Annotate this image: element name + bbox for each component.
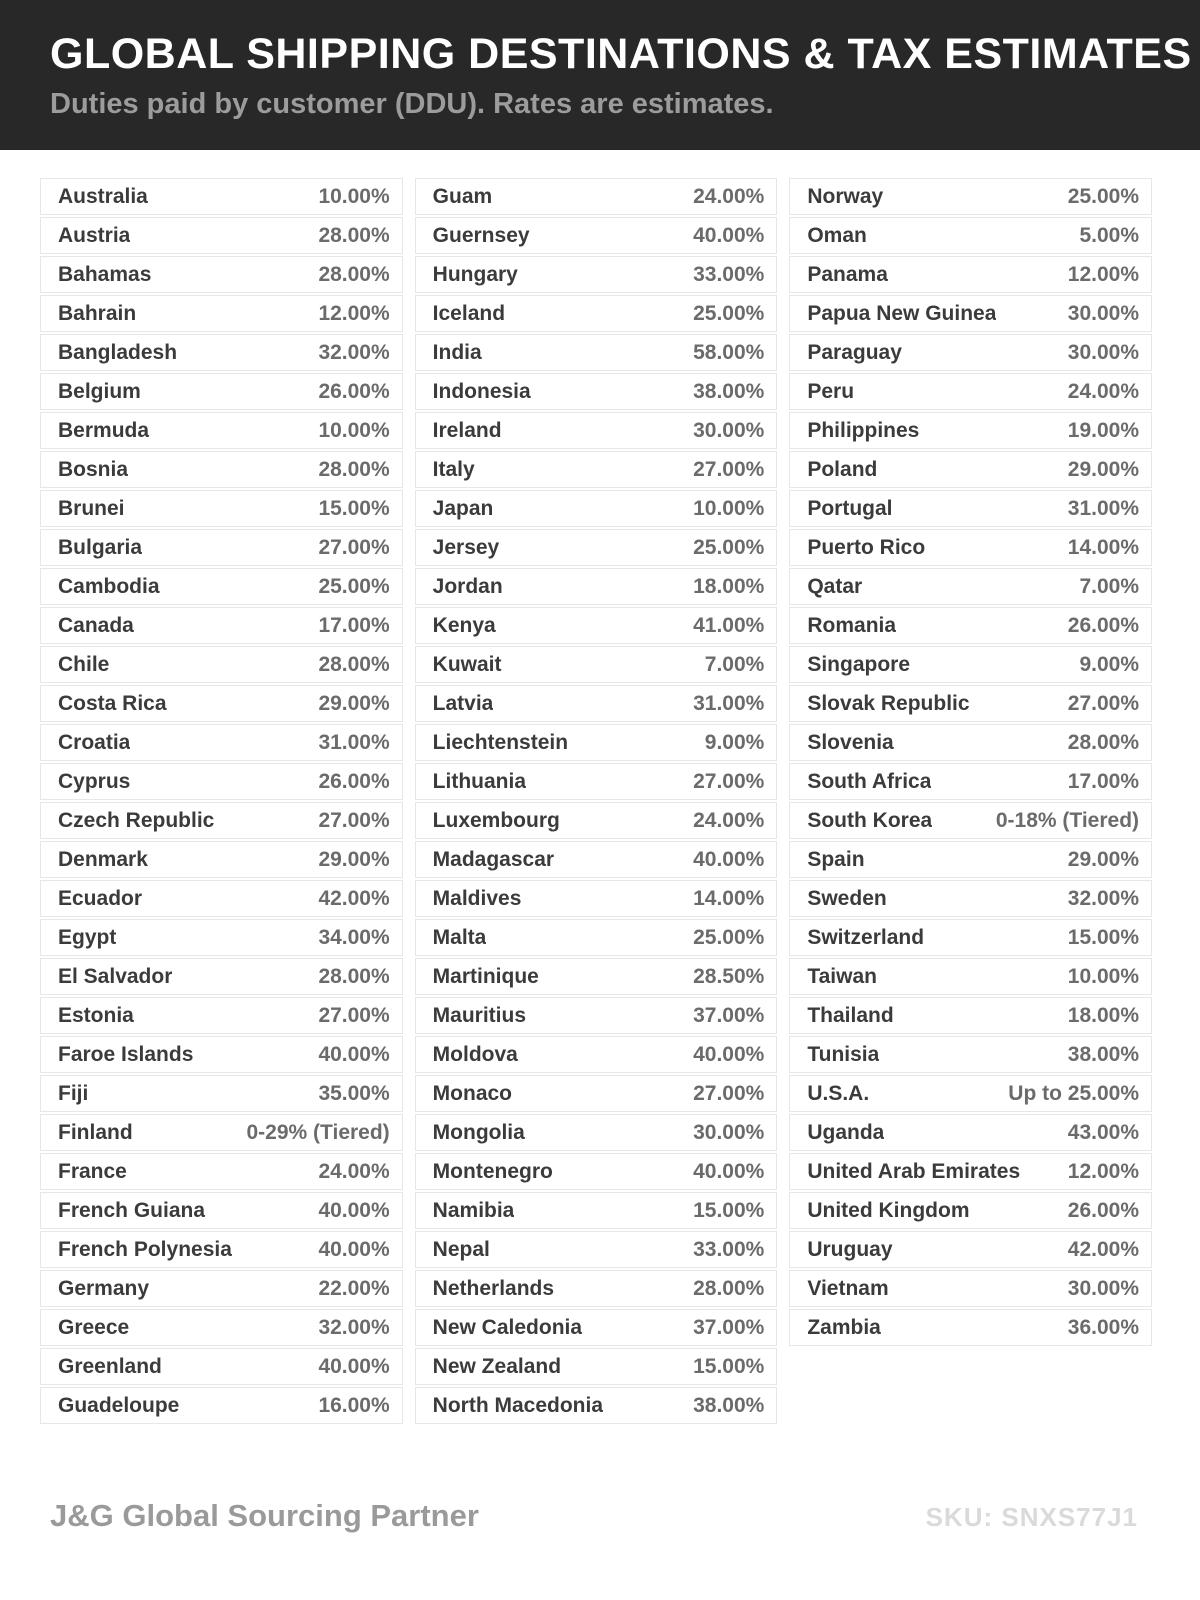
tax-rate: 33.00% (693, 1237, 765, 1261)
table-row (415, 1114, 778, 1151)
table-row (40, 1309, 403, 1346)
table-row (789, 451, 1152, 488)
table-row (415, 1309, 778, 1346)
table-row (415, 1231, 778, 1268)
table-row (40, 529, 403, 566)
country-name: Lithuania (432, 769, 527, 793)
table-row (40, 1036, 403, 1073)
country-name: Czech Republic (58, 808, 215, 832)
tax-rate: 40.00% (693, 223, 765, 247)
table-row (40, 451, 403, 488)
table-row (40, 1114, 403, 1151)
country-name: Singapore (807, 652, 911, 676)
country-name: Japan (432, 496, 494, 520)
table-row (40, 568, 403, 605)
country-name: Philippines (807, 418, 920, 442)
country-name: Nepal (432, 1237, 490, 1261)
tax-rate: 34.00% (318, 925, 390, 949)
tax-rate: 43.00% (1067, 1120, 1140, 1144)
table-row (789, 490, 1152, 527)
tax-rate: 40.00% (693, 847, 765, 871)
table-row (415, 685, 778, 722)
table-row (40, 841, 403, 878)
tax-rate: 25.00% (1067, 184, 1140, 208)
country-name: South Korea (807, 808, 933, 832)
country-name: Costa Rica (58, 691, 167, 715)
country-name: Slovenia (807, 730, 894, 754)
table-row (789, 685, 1152, 722)
table-row (789, 880, 1152, 917)
tax-rate: 29.00% (1067, 847, 1140, 871)
country-name: Italy (432, 457, 475, 481)
table-row (415, 802, 778, 839)
table-row (415, 724, 778, 761)
tax-rate: 28.00% (318, 457, 390, 481)
tax-rate: 29.00% (318, 691, 390, 715)
country-name: Jersey (432, 535, 500, 559)
tax-rate: 5.00% (1079, 223, 1140, 247)
tax-rate: 41.00% (693, 613, 765, 637)
tax-rate: 37.00% (693, 1315, 765, 1339)
tax-rate: 31.00% (693, 691, 765, 715)
tax-rate: 30.00% (1067, 301, 1140, 325)
tax-rate: 25.00% (693, 925, 765, 949)
table-row (789, 646, 1152, 683)
country-name: Latvia (432, 691, 494, 715)
country-name: India (432, 340, 482, 364)
tax-rate: 58.00% (693, 340, 765, 364)
table-row (415, 1075, 778, 1112)
tax-rate: 27.00% (693, 769, 765, 793)
country-name: Denmark (58, 847, 148, 871)
country-name: Spain (807, 847, 865, 871)
country-name: New Caledonia (432, 1315, 583, 1339)
tax-rate: 10.00% (1067, 964, 1140, 988)
tax-rate: 28.50% (693, 964, 765, 988)
table-row (415, 178, 778, 215)
tax-rate: 27.00% (1067, 691, 1140, 715)
country-name: French Guiana (58, 1198, 206, 1222)
country-name: North Macedonia (432, 1393, 604, 1417)
table-row (415, 217, 778, 254)
country-name: Bahrain (58, 301, 137, 325)
table-row (789, 568, 1152, 605)
table-row (415, 1192, 778, 1229)
table-row (415, 1153, 778, 1190)
table-row (415, 295, 778, 332)
table-row (789, 997, 1152, 1034)
country-name: Portugal (807, 496, 893, 520)
country-name: Bermuda (58, 418, 150, 442)
table-row (40, 763, 403, 800)
tax-rate: 24.00% (693, 808, 765, 832)
table-row (40, 724, 403, 761)
country-name: Thailand (807, 1003, 894, 1027)
country-name: Cyprus (58, 769, 131, 793)
country-name: Indonesia (432, 379, 531, 403)
table-row (415, 607, 778, 644)
tax-rate: 30.00% (1067, 1276, 1140, 1300)
tax-rate: 38.00% (693, 379, 765, 403)
country-name: Croatia (58, 730, 131, 754)
table-row (789, 1075, 1152, 1112)
country-name: Monaco (432, 1081, 513, 1105)
table-row (789, 802, 1152, 839)
rates-column-1 (40, 178, 403, 1426)
table-row (40, 178, 403, 215)
tax-rate: 32.00% (1067, 886, 1140, 910)
table-row (789, 919, 1152, 956)
tax-rate: 40.00% (318, 1354, 390, 1378)
table-row (415, 568, 778, 605)
tax-rate: 26.00% (318, 769, 390, 793)
country-name: Kenya (432, 613, 496, 637)
table-row (789, 763, 1152, 800)
sku-label: SKU: SNXS77J1 (925, 1502, 1138, 1532)
tax-rate: 12.00% (1067, 262, 1140, 286)
table-row (40, 919, 403, 956)
country-name: Germany (58, 1276, 150, 1300)
tax-rate: 24.00% (1067, 379, 1140, 403)
table-row (789, 373, 1152, 410)
tax-rate: 28.00% (318, 262, 390, 286)
table-row (40, 880, 403, 917)
tax-rate: 25.00% (693, 301, 765, 325)
table-row (415, 412, 778, 449)
tax-rate: 0-18% (Tiered) (995, 808, 1140, 832)
table-row (40, 1270, 403, 1307)
table-row (40, 802, 403, 839)
table-row (415, 490, 778, 527)
tax-rate: 28.00% (318, 652, 390, 676)
country-name: South Africa (807, 769, 932, 793)
table-row (789, 217, 1152, 254)
country-name: Canada (58, 613, 134, 637)
table-row (789, 1309, 1152, 1346)
country-name: Luxembourg (432, 808, 560, 832)
country-name: Madagascar (432, 847, 555, 871)
table-row (415, 646, 778, 683)
tax-rate: 30.00% (693, 418, 765, 442)
country-name: Uganda (807, 1120, 885, 1144)
table-row (40, 412, 403, 449)
tax-rate: 18.00% (693, 574, 765, 598)
tax-rate: 33.00% (693, 262, 765, 286)
table-row (789, 529, 1152, 566)
country-name: Bangladesh (58, 340, 178, 364)
country-name: Netherlands (432, 1276, 555, 1300)
table-row (415, 256, 778, 293)
country-name: Chile (58, 652, 110, 676)
table-row (789, 295, 1152, 332)
table-row (415, 334, 778, 371)
table-row (415, 373, 778, 410)
table-row (789, 178, 1152, 215)
country-name: United Arab Emirates (807, 1159, 1021, 1183)
country-name: Guadeloupe (58, 1393, 180, 1417)
country-name: Estonia (58, 1003, 134, 1027)
country-name: Greece (58, 1315, 130, 1339)
country-name: Sweden (807, 886, 887, 910)
tax-rate: 9.00% (1079, 652, 1140, 676)
country-name: Hungary (432, 262, 518, 286)
table-row (40, 490, 403, 527)
tax-rate: 31.00% (318, 730, 390, 754)
tax-rate: 35.00% (318, 1081, 390, 1105)
tax-rate: 12.00% (318, 301, 390, 325)
tax-rate: 38.00% (1067, 1042, 1140, 1066)
country-name: Taiwan (807, 964, 877, 988)
tax-rate: 27.00% (318, 535, 390, 559)
table-row (789, 607, 1152, 644)
tax-rate: 9.00% (704, 730, 765, 754)
country-name: Brunei (58, 496, 125, 520)
country-name: France (58, 1159, 127, 1183)
country-name: Moldova (432, 1042, 518, 1066)
table-row (789, 1036, 1152, 1073)
tax-rate: 22.00% (318, 1276, 390, 1300)
tax-rate: 19.00% (1067, 418, 1140, 442)
tax-rate: 40.00% (693, 1159, 765, 1183)
tax-rate: 29.00% (318, 847, 390, 871)
country-name: Zambia (807, 1315, 881, 1339)
rates-table (0, 150, 1200, 1426)
tax-rate: 7.00% (704, 652, 765, 676)
country-name: Guam (432, 184, 493, 208)
tax-rate: 42.00% (318, 886, 390, 910)
country-name: Jordan (432, 574, 503, 598)
table-row (789, 412, 1152, 449)
table-row (40, 256, 403, 293)
tax-rate: 30.00% (693, 1120, 765, 1144)
tax-rate: 27.00% (318, 1003, 390, 1027)
country-name: Romania (807, 613, 897, 637)
country-name: El Salvador (58, 964, 173, 988)
country-name: Norway (807, 184, 884, 208)
country-name: U.S.A. (807, 1081, 870, 1105)
footer (0, 1498, 1200, 1534)
tax-rate: 24.00% (693, 184, 765, 208)
country-name: Peru (807, 379, 855, 403)
tax-rate: 14.00% (1067, 535, 1140, 559)
country-name: New Zealand (432, 1354, 562, 1378)
table-row (40, 685, 403, 722)
country-name: Switzerland (807, 925, 925, 949)
tax-rate: 17.00% (1067, 769, 1140, 793)
country-name: Slovak Republic (807, 691, 970, 715)
country-name: Martinique (432, 964, 539, 988)
tax-rate: 10.00% (318, 184, 390, 208)
table-row (789, 1114, 1152, 1151)
country-name: Austria (58, 223, 131, 247)
tax-rate: 30.00% (1067, 340, 1140, 364)
table-row (40, 646, 403, 683)
tax-rate: 12.00% (1067, 1159, 1140, 1183)
tax-rate: 10.00% (693, 496, 765, 520)
country-name: Montenegro (432, 1159, 553, 1183)
table-row (789, 1231, 1152, 1268)
table-row (40, 1387, 403, 1424)
tax-rate: 26.00% (318, 379, 390, 403)
tax-rate: 36.00% (1067, 1315, 1140, 1339)
country-name: Guernsey (432, 223, 530, 247)
table-row (40, 1231, 403, 1268)
table-row (789, 334, 1152, 371)
table-row (789, 1270, 1152, 1307)
table-row (415, 451, 778, 488)
table-row (40, 607, 403, 644)
tax-rate: 26.00% (1067, 613, 1140, 637)
tax-rate: 7.00% (1079, 574, 1140, 598)
tax-rate: 28.00% (318, 964, 390, 988)
table-row (40, 373, 403, 410)
tax-rate: 15.00% (693, 1198, 765, 1222)
tax-rate: 40.00% (318, 1042, 390, 1066)
table-row (40, 997, 403, 1034)
country-name: Liechtenstein (432, 730, 569, 754)
table-row (40, 1075, 403, 1112)
country-name: Uruguay (807, 1237, 893, 1261)
tax-rate: 25.00% (693, 535, 765, 559)
country-name: Panama (807, 262, 888, 286)
country-name: Kuwait (432, 652, 502, 676)
country-name: Oman (807, 223, 867, 247)
tax-rate: 28.00% (318, 223, 390, 247)
tax-rate: Up to 25.00% (1008, 1081, 1140, 1105)
brand-name: J&G Global Sourcing Partner (50, 1498, 479, 1533)
country-name: Egypt (58, 925, 117, 949)
tax-rate: 27.00% (318, 808, 390, 832)
table-row (415, 919, 778, 956)
tax-rate: 0-29% (Tiered) (246, 1120, 390, 1144)
tax-rate: 28.00% (693, 1276, 765, 1300)
tax-rate: 31.00% (1067, 496, 1140, 520)
table-row (40, 295, 403, 332)
tax-rate: 16.00% (318, 1393, 390, 1417)
table-row (415, 1036, 778, 1073)
country-name: Mauritius (432, 1003, 527, 1027)
country-name: Finland (58, 1120, 133, 1144)
tax-rate: 32.00% (318, 1315, 390, 1339)
country-name: Maldives (432, 886, 522, 910)
tax-rate: 37.00% (693, 1003, 765, 1027)
table-row (789, 724, 1152, 761)
table-row (415, 1270, 778, 1307)
country-name: Poland (807, 457, 878, 481)
rates-column-3 (789, 178, 1152, 1348)
header-banner (0, 0, 1200, 150)
tax-rate: 40.00% (693, 1042, 765, 1066)
table-row (789, 958, 1152, 995)
tax-rate: 15.00% (318, 496, 390, 520)
country-name: Mongolia (432, 1120, 525, 1144)
tax-rate: 40.00% (318, 1237, 390, 1261)
country-name: Cambodia (58, 574, 160, 598)
tax-rate: 42.00% (1067, 1237, 1140, 1261)
country-name: Papua New Guinea (807, 301, 997, 325)
country-name: Ireland (432, 418, 502, 442)
table-row (415, 880, 778, 917)
table-row (40, 217, 403, 254)
table-row (40, 1348, 403, 1385)
country-name: Namibia (432, 1198, 515, 1222)
country-name: Tunisia (807, 1042, 880, 1066)
table-row (415, 529, 778, 566)
country-name: Australia (58, 184, 148, 208)
rates-column-2 (415, 178, 778, 1426)
table-row (40, 1192, 403, 1229)
country-name: Bosnia (58, 457, 129, 481)
tax-rate: 38.00% (693, 1393, 765, 1417)
table-row (415, 841, 778, 878)
tax-rate: 29.00% (1067, 457, 1140, 481)
table-row (415, 763, 778, 800)
table-row (415, 1348, 778, 1385)
page-title: GLOBAL SHIPPING DESTINATIONS & TAX ESTIMATES (50, 29, 1192, 78)
tax-rate: 32.00% (318, 340, 390, 364)
tax-rate: 15.00% (1067, 925, 1140, 949)
country-name: Vietnam (807, 1276, 889, 1300)
table-row (789, 1153, 1152, 1190)
country-name: French Polynesia (58, 1237, 232, 1261)
table-row (789, 841, 1152, 878)
table-row (789, 256, 1152, 293)
tax-rate: 15.00% (693, 1354, 765, 1378)
country-name: Puerto Rico (807, 535, 926, 559)
tax-rate: 25.00% (318, 574, 390, 598)
page-subtitle: Duties paid by customer (DDU). Rates are estimates. (50, 87, 774, 120)
country-name: Ecuador (58, 886, 143, 910)
table-row (415, 1387, 778, 1424)
tax-rate: 18.00% (1067, 1003, 1140, 1027)
tax-rate: 28.00% (1067, 730, 1140, 754)
country-name: Belgium (58, 379, 141, 403)
country-name: Paraguay (807, 340, 902, 364)
table-row (40, 1153, 403, 1190)
country-name: Faroe Islands (58, 1042, 194, 1066)
tax-rate: 24.00% (318, 1159, 390, 1183)
table-row (415, 997, 778, 1034)
country-name: United Kingdom (807, 1198, 970, 1222)
country-name: Iceland (432, 301, 506, 325)
table-row (415, 958, 778, 995)
tax-rate: 17.00% (318, 613, 390, 637)
tax-rate: 27.00% (693, 1081, 765, 1105)
tax-rate: 10.00% (318, 418, 390, 442)
tax-rate: 14.00% (693, 886, 765, 910)
table-row (40, 334, 403, 371)
table-row (789, 1192, 1152, 1229)
tax-rate: 40.00% (318, 1198, 390, 1222)
table-row (40, 958, 403, 995)
tax-rate: 26.00% (1067, 1198, 1140, 1222)
country-name: Fiji (58, 1081, 89, 1105)
country-name: Greenland (58, 1354, 162, 1378)
country-name: Qatar (807, 574, 863, 598)
country-name: Malta (432, 925, 487, 949)
country-name: Bahamas (58, 262, 152, 286)
tax-rate: 27.00% (693, 457, 765, 481)
country-name: Bulgaria (58, 535, 143, 559)
